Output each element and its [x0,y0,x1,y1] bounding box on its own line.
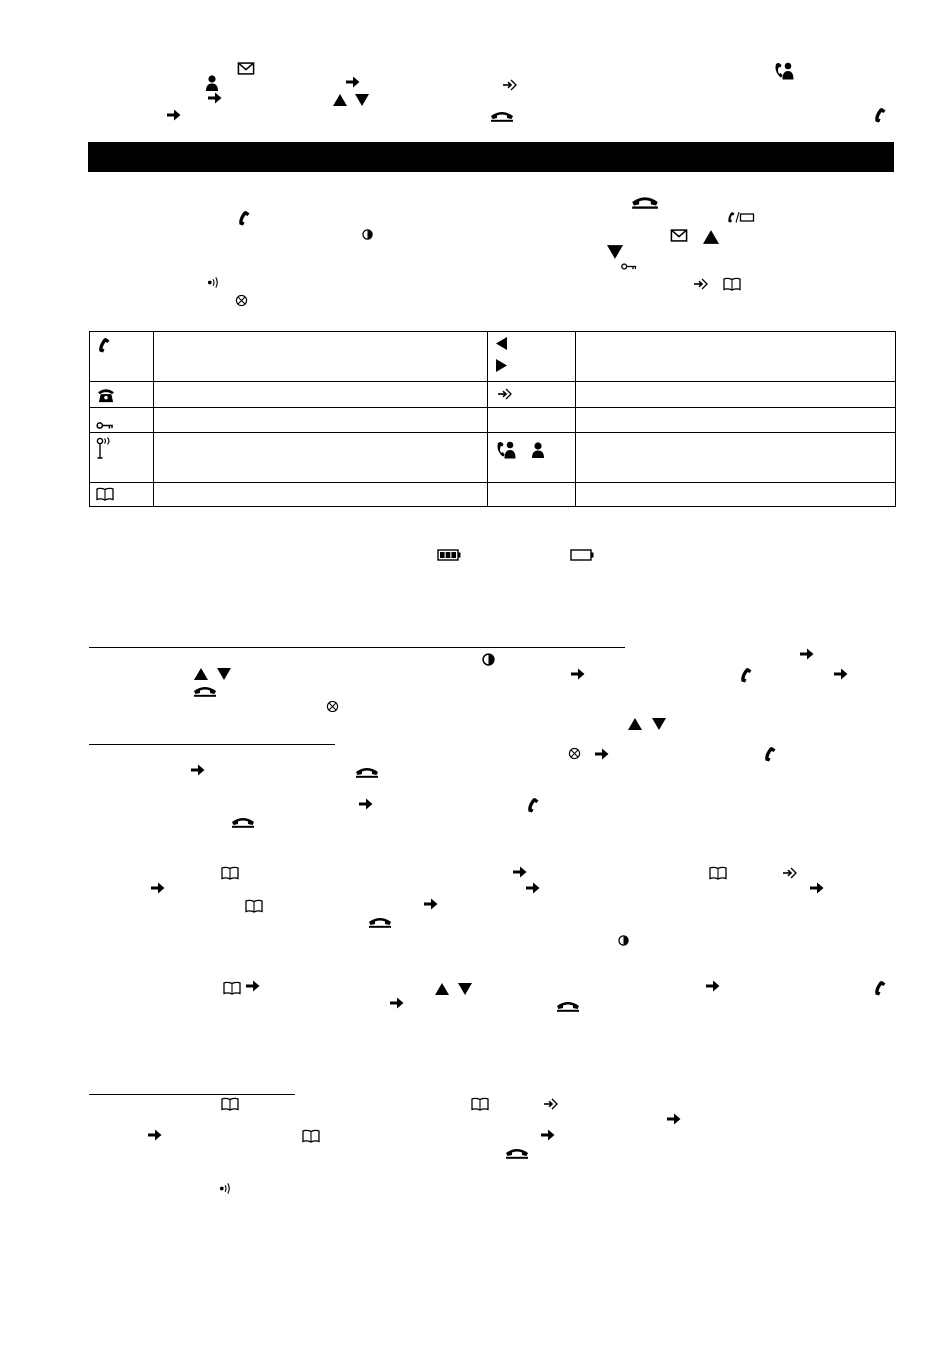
phonebook-icon [245,899,263,913]
arrow-right-icon [424,898,438,910]
legend-icon-cell [90,332,154,382]
icon-legend-table [89,331,896,507]
table-row [90,408,896,433]
legend-icon-cell [488,382,576,408]
triangle-up-icon [194,668,208,680]
triangle-down-icon [652,718,666,730]
legend-text-cell [154,408,488,433]
triangle-up-icon [703,230,719,244]
legend-icon-cell [488,332,576,382]
half-circle-icon [362,229,373,240]
hangup-icon [355,766,379,778]
key-icon [621,263,637,270]
handset-icon [237,210,251,226]
arrow-right-icon [151,882,165,894]
enter-icon [543,1097,559,1111]
legend-icon-cell [90,433,154,483]
legend-icon-cell [488,408,576,433]
legend-text-cell [154,332,488,382]
handset-icon [873,107,887,123]
handset-icon [763,746,777,762]
hangup-icon [368,916,392,928]
arrow-right-icon [208,92,222,104]
arrow-right-icon [390,997,404,1009]
phonebook-icon [223,981,241,995]
enter-icon [502,78,518,92]
phonebook-icon [302,1129,320,1143]
phonebook-icon [221,866,239,880]
legend-text-cell [576,332,896,382]
handset-icon [526,797,540,813]
phonebook-icon [221,1097,239,1111]
arrow-right-icon [346,76,360,88]
arrow-right-icon [359,798,373,810]
legend-icon-cell [488,433,576,483]
crossed-circle-icon [235,294,248,307]
desk-phone-icon [97,387,115,408]
handset-icon [739,667,753,683]
legend-text-cell [576,433,896,483]
enter-icon [497,387,513,406]
speaker-icon [207,276,220,289]
arrow-right-icon [541,1129,555,1141]
triangle-down-icon [458,983,472,995]
table-row [90,483,896,507]
arrow-right-icon [834,668,848,680]
hangup-icon [490,110,514,122]
phonebook-icon [96,487,114,506]
triangle-down-icon [217,668,231,680]
legend-text-cell [154,382,488,408]
key-icon [96,416,114,434]
legend-icon-cell [488,483,576,507]
arrow-right-icon [246,980,260,992]
table-row [90,382,896,408]
phonebook-icon [709,866,727,880]
crossed-circle-icon [326,700,339,713]
arrow-right-icon [148,1129,162,1141]
table-row [90,433,896,483]
triangle-right-icon [496,359,507,377]
hangup-icon [505,1147,529,1159]
hangup-icon [556,1000,580,1012]
envelope-icon [237,62,255,75]
section-underline [89,1094,295,1095]
triangle-up-icon [435,983,449,995]
handset-icon [873,980,887,996]
arrow-right-icon [513,866,527,878]
arrow-right-icon [810,882,824,894]
crossed-circle-icon [568,747,581,760]
battery-full-icon [437,549,461,561]
speaker-icon [219,1182,232,1195]
handset-person-icon [774,62,794,80]
half-circle-icon [618,935,629,946]
handset-person-icon [496,441,516,464]
phonebook-icon [471,1097,489,1111]
legend-icon-cell [90,382,154,408]
hangup-icon [193,685,217,697]
arrow-right-icon [667,1113,681,1125]
antenna-icon [96,437,114,464]
section-underline [89,647,625,648]
arrow-right-icon [526,882,540,894]
legend-text-cell [576,483,896,507]
person-icon [531,442,545,463]
triangle-up-icon [333,94,347,106]
section-underline [89,744,335,745]
legend-icon-cell [90,483,154,507]
legend-text-cell [154,433,488,483]
handset-screen-icon [727,211,755,223]
phonebook-icon [723,277,741,291]
hangup-icon [231,816,255,828]
enter-icon [782,866,798,880]
hangup-icon [631,195,659,209]
envelope-icon [670,229,688,242]
arrow-right-icon [167,109,181,121]
table-row [90,332,896,382]
handset-icon [97,337,111,358]
triangle-down-icon [355,94,369,106]
enter-icon [693,277,709,291]
arrow-right-icon [191,764,205,776]
triangle-down-icon [607,245,623,259]
half-circle-icon [482,653,495,666]
legend-text-cell [154,483,488,507]
person-icon [205,75,219,91]
legend-text-cell [576,382,896,408]
section-header-bar [88,142,894,172]
triangle-up-icon [628,718,642,730]
arrow-right-icon [706,980,720,992]
legend-text-cell [576,408,896,433]
legend-icon-cell [90,408,154,433]
battery-empty-icon [570,549,594,561]
triangle-left-icon [496,337,507,355]
arrow-right-icon [800,648,814,660]
arrow-right-icon [571,668,585,680]
arrow-right-icon [595,748,609,760]
